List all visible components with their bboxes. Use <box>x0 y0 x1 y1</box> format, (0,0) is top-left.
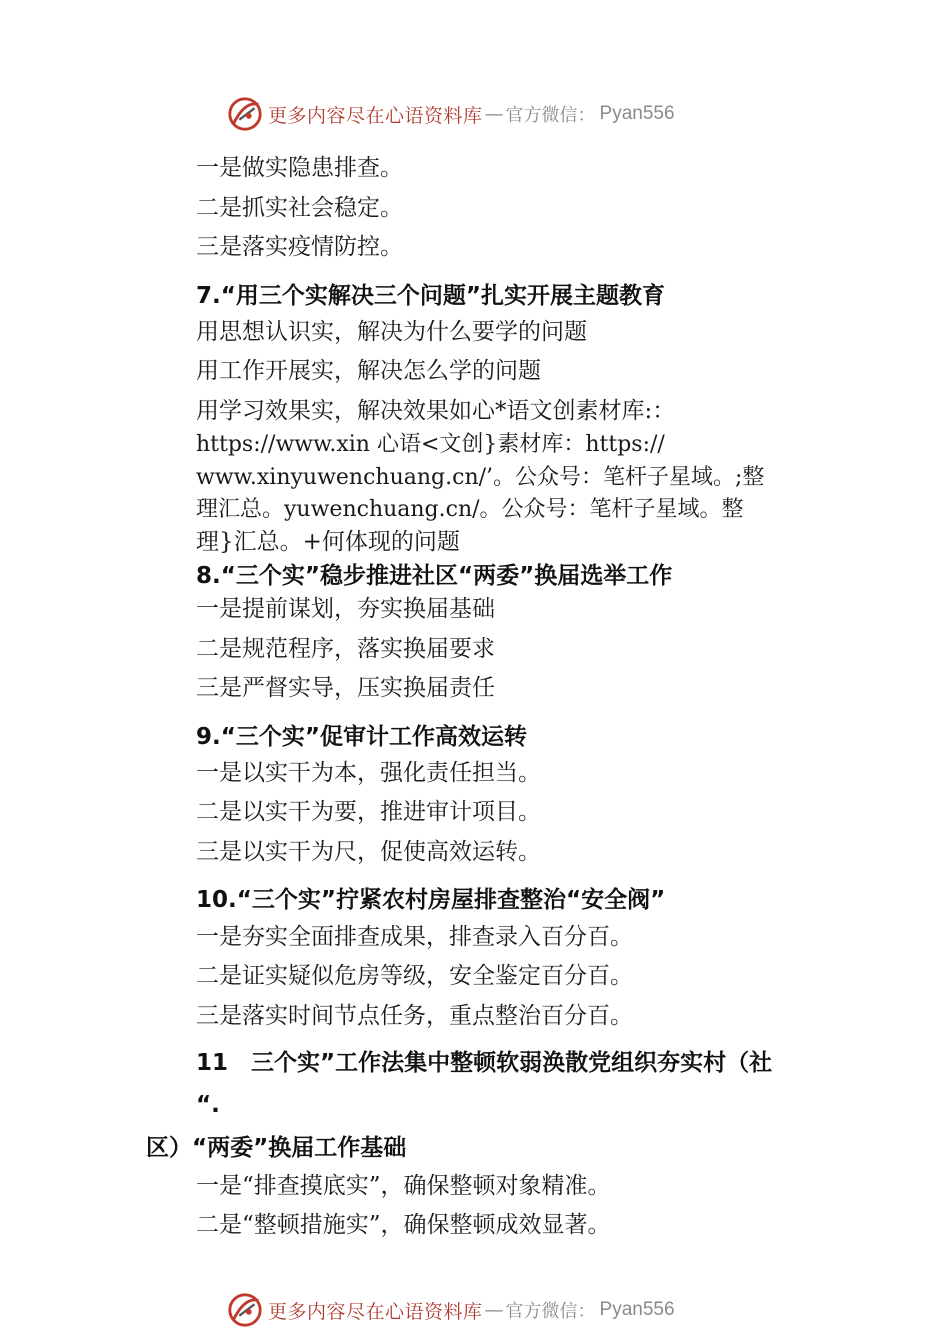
banner-separator: — <box>484 1299 504 1321</box>
text-line: 二是证实疑似危房等级，安全鉴定百分百。 <box>196 963 633 989</box>
section-heading-11: 11 三个实”工作法集中整顿软弱涣散党组织夯实村（社 <box>196 1050 773 1076</box>
text-line: 二是以实干为要，推进审计项目。 <box>196 799 541 825</box>
text-line: 一是提前谋划，夯实换届基础 <box>196 596 495 622</box>
text-line: 理汇总。yuwenchuang.cn/。公众号：笔杆子星域。整 <box>196 497 744 522</box>
section-heading-11-continued: 区）“两委”换届工作基础 <box>146 1135 407 1161</box>
banner-id: Pyan556 <box>599 103 675 124</box>
text-line: 三是落实疫情防控。 <box>196 234 403 260</box>
header-banner <box>226 94 746 134</box>
text-line: 二是抓实社会稳定。 <box>196 195 403 221</box>
banner-contact-label: 官方微信： <box>505 105 596 126</box>
banner-contact-label: 官方微信： <box>505 1301 596 1322</box>
logo-icon <box>226 1291 264 1329</box>
text-line: 用学习效果实，解决效果如心*语文创素材库:： <box>196 398 676 424</box>
text-line: https://www.xin 心语<文创}素材库：https:// <box>196 432 665 457</box>
text-line: 二是“整顿措施实”，确保整顿成效显著。 <box>196 1212 611 1238</box>
text-line: 三是严督实导，压实换届责任 <box>196 675 495 701</box>
section-heading-7: 7.“用三个实解决三个问题”扎实开展主题教育 <box>196 283 665 309</box>
text-line: 二是规范程序，落实换届要求 <box>196 636 495 662</box>
section-heading-10: 10.“三个实”拧紧农村房屋排查整治“安全阀” <box>196 887 666 913</box>
banner-separator: — <box>484 103 504 125</box>
text-line: 一是“排查摸底实”，确保整顿对象精准。 <box>196 1173 611 1199</box>
section-heading-11-fragment: “. <box>196 1092 220 1118</box>
text-line: www.xinyuwenchuang.cn/’。公众号：笔杆子星域。;整 <box>196 465 765 490</box>
text-line: 一是以实干为本，强化责任担当。 <box>196 760 541 786</box>
text-line: 用工作开展实，解决怎么学的问题 <box>196 358 541 384</box>
logo-icon <box>226 95 264 133</box>
text-line: 三是落实时间节点任务，重点整治百分百。 <box>196 1003 633 1029</box>
banner-id: Pyan556 <box>599 1299 675 1320</box>
banner-text: 更多内容尽在心语资料库 <box>268 104 483 127</box>
text-line: 一是夯实全面排查成果，排查录入百分百。 <box>196 924 633 950</box>
text-line: 用思想认识实，解决为什么要学的问题 <box>196 319 587 345</box>
banner-text: 更多内容尽在心语资料库 <box>268 1300 483 1323</box>
text-line: 三是以实干为尺，促使高效运转。 <box>196 839 541 865</box>
text-line: 理}汇总。+何体现的问题 <box>196 529 460 555</box>
section-heading-8: 8.“三个实”稳步推进社区“两委”换届选举工作 <box>196 563 673 589</box>
text-line: 一是做实隐患排查。 <box>196 155 403 181</box>
footer-banner <box>226 1290 746 1330</box>
section-heading-9: 9.“三个实”促审计工作高效运转 <box>196 724 527 750</box>
